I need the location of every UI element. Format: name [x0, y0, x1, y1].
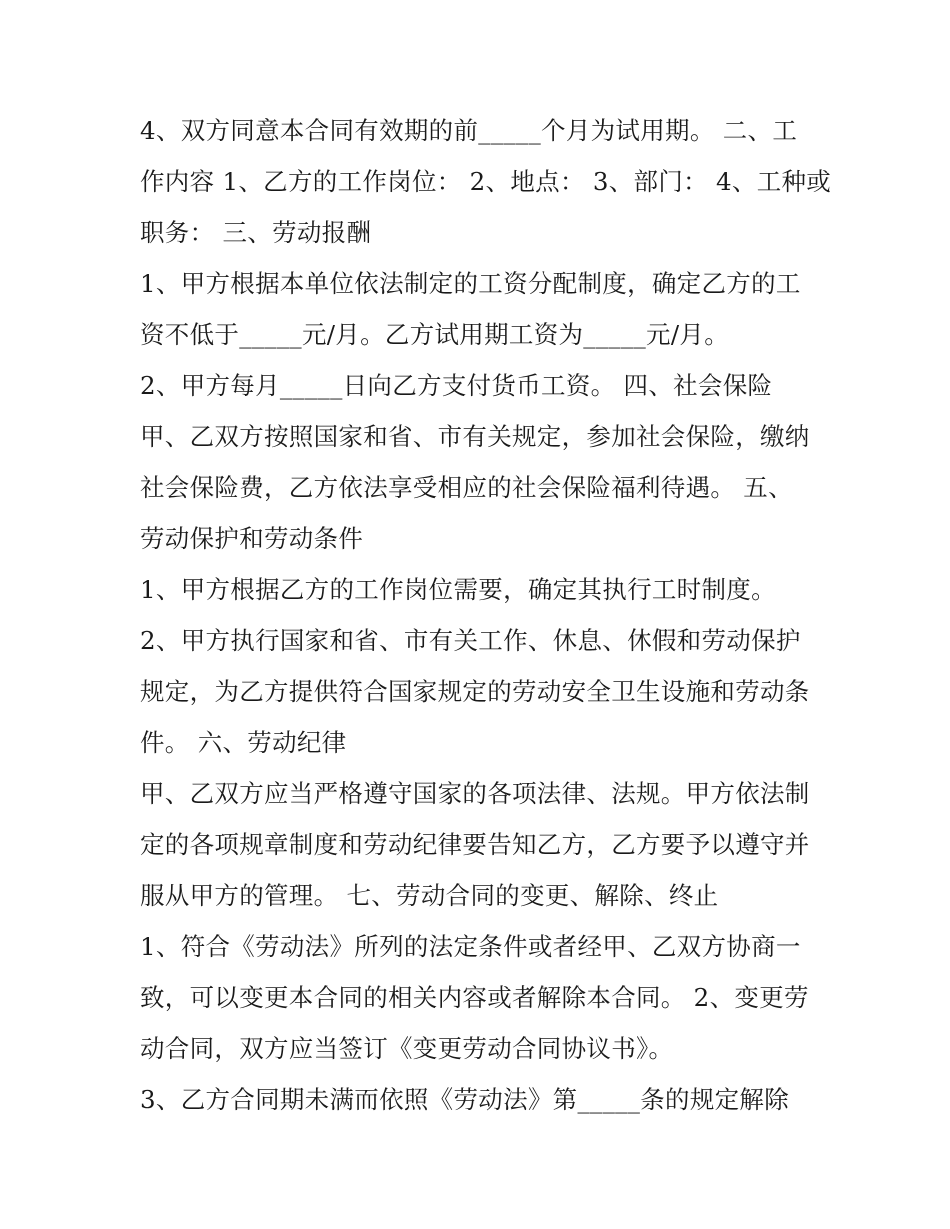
- text-line: 甲、乙双方应当严格遵守国家的各项法律、法规。甲方依法制: [140, 779, 810, 808]
- text-line: 1、符合《劳动法》所列的法定条件或者经甲、乙双方协商一: [140, 932, 801, 961]
- text-line: 资不低于_____元/月。乙方试用期工资为_____元/月。: [140, 320, 730, 349]
- text-line: 致，可以变更本合同的相关内容或者解除本合同。 2、变更劳: [140, 983, 809, 1012]
- text-line: 社会保险费，乙方依法享受相应的社会保险福利待遇。 五、: [140, 473, 793, 502]
- text-line: 3、乙方合同期未满而依照《劳动法》第_____条的规定解除: [140, 1085, 790, 1114]
- text-line: 劳动保护和劳动条件: [140, 524, 364, 553]
- text-line: 件。 六、劳动纪律: [140, 728, 347, 757]
- text-line: 规定，为乙方提供符合国家规定的劳动安全卫生设施和劳动条: [140, 677, 810, 706]
- text-line: 4、双方同意本合同有效期的前_____个月为试用期。 二、工: [140, 116, 798, 145]
- text-line: 职务： 三、劳动报酬: [140, 218, 372, 247]
- text-line: 2、甲方每月_____日向乙方支付货币工资。 四、社会保险: [140, 371, 773, 400]
- text-line: 2、甲方执行国家和省、市有关工作、休息、休假和劳动保护: [140, 626, 801, 655]
- text-line: 甲、乙双方按照国家和省、市有关规定，参加社会保险，缴纳: [140, 422, 810, 451]
- text-line: 定的各项规章制度和劳动纪律要告知乙方，乙方要予以遵守并: [140, 830, 810, 859]
- text-line: 作内容 1、乙方的工作岗位： 2、地点： 3、部门： 4、工种或: [140, 167, 832, 196]
- text-line: 1、甲方根据本单位依法制定的工资分配制度，确定乙方的工: [140, 269, 801, 298]
- text-line: 动合同，双方应当签订《变更劳动合同协议书》。: [140, 1034, 674, 1063]
- text-line: 服从甲方的管理。 七、劳动合同的变更、解除、终止: [140, 881, 719, 910]
- document-body: [140, 105, 832, 1125]
- text-line: 1、甲方根据乙方的工作岗位需要，确定其执行工时制度。: [140, 575, 776, 604]
